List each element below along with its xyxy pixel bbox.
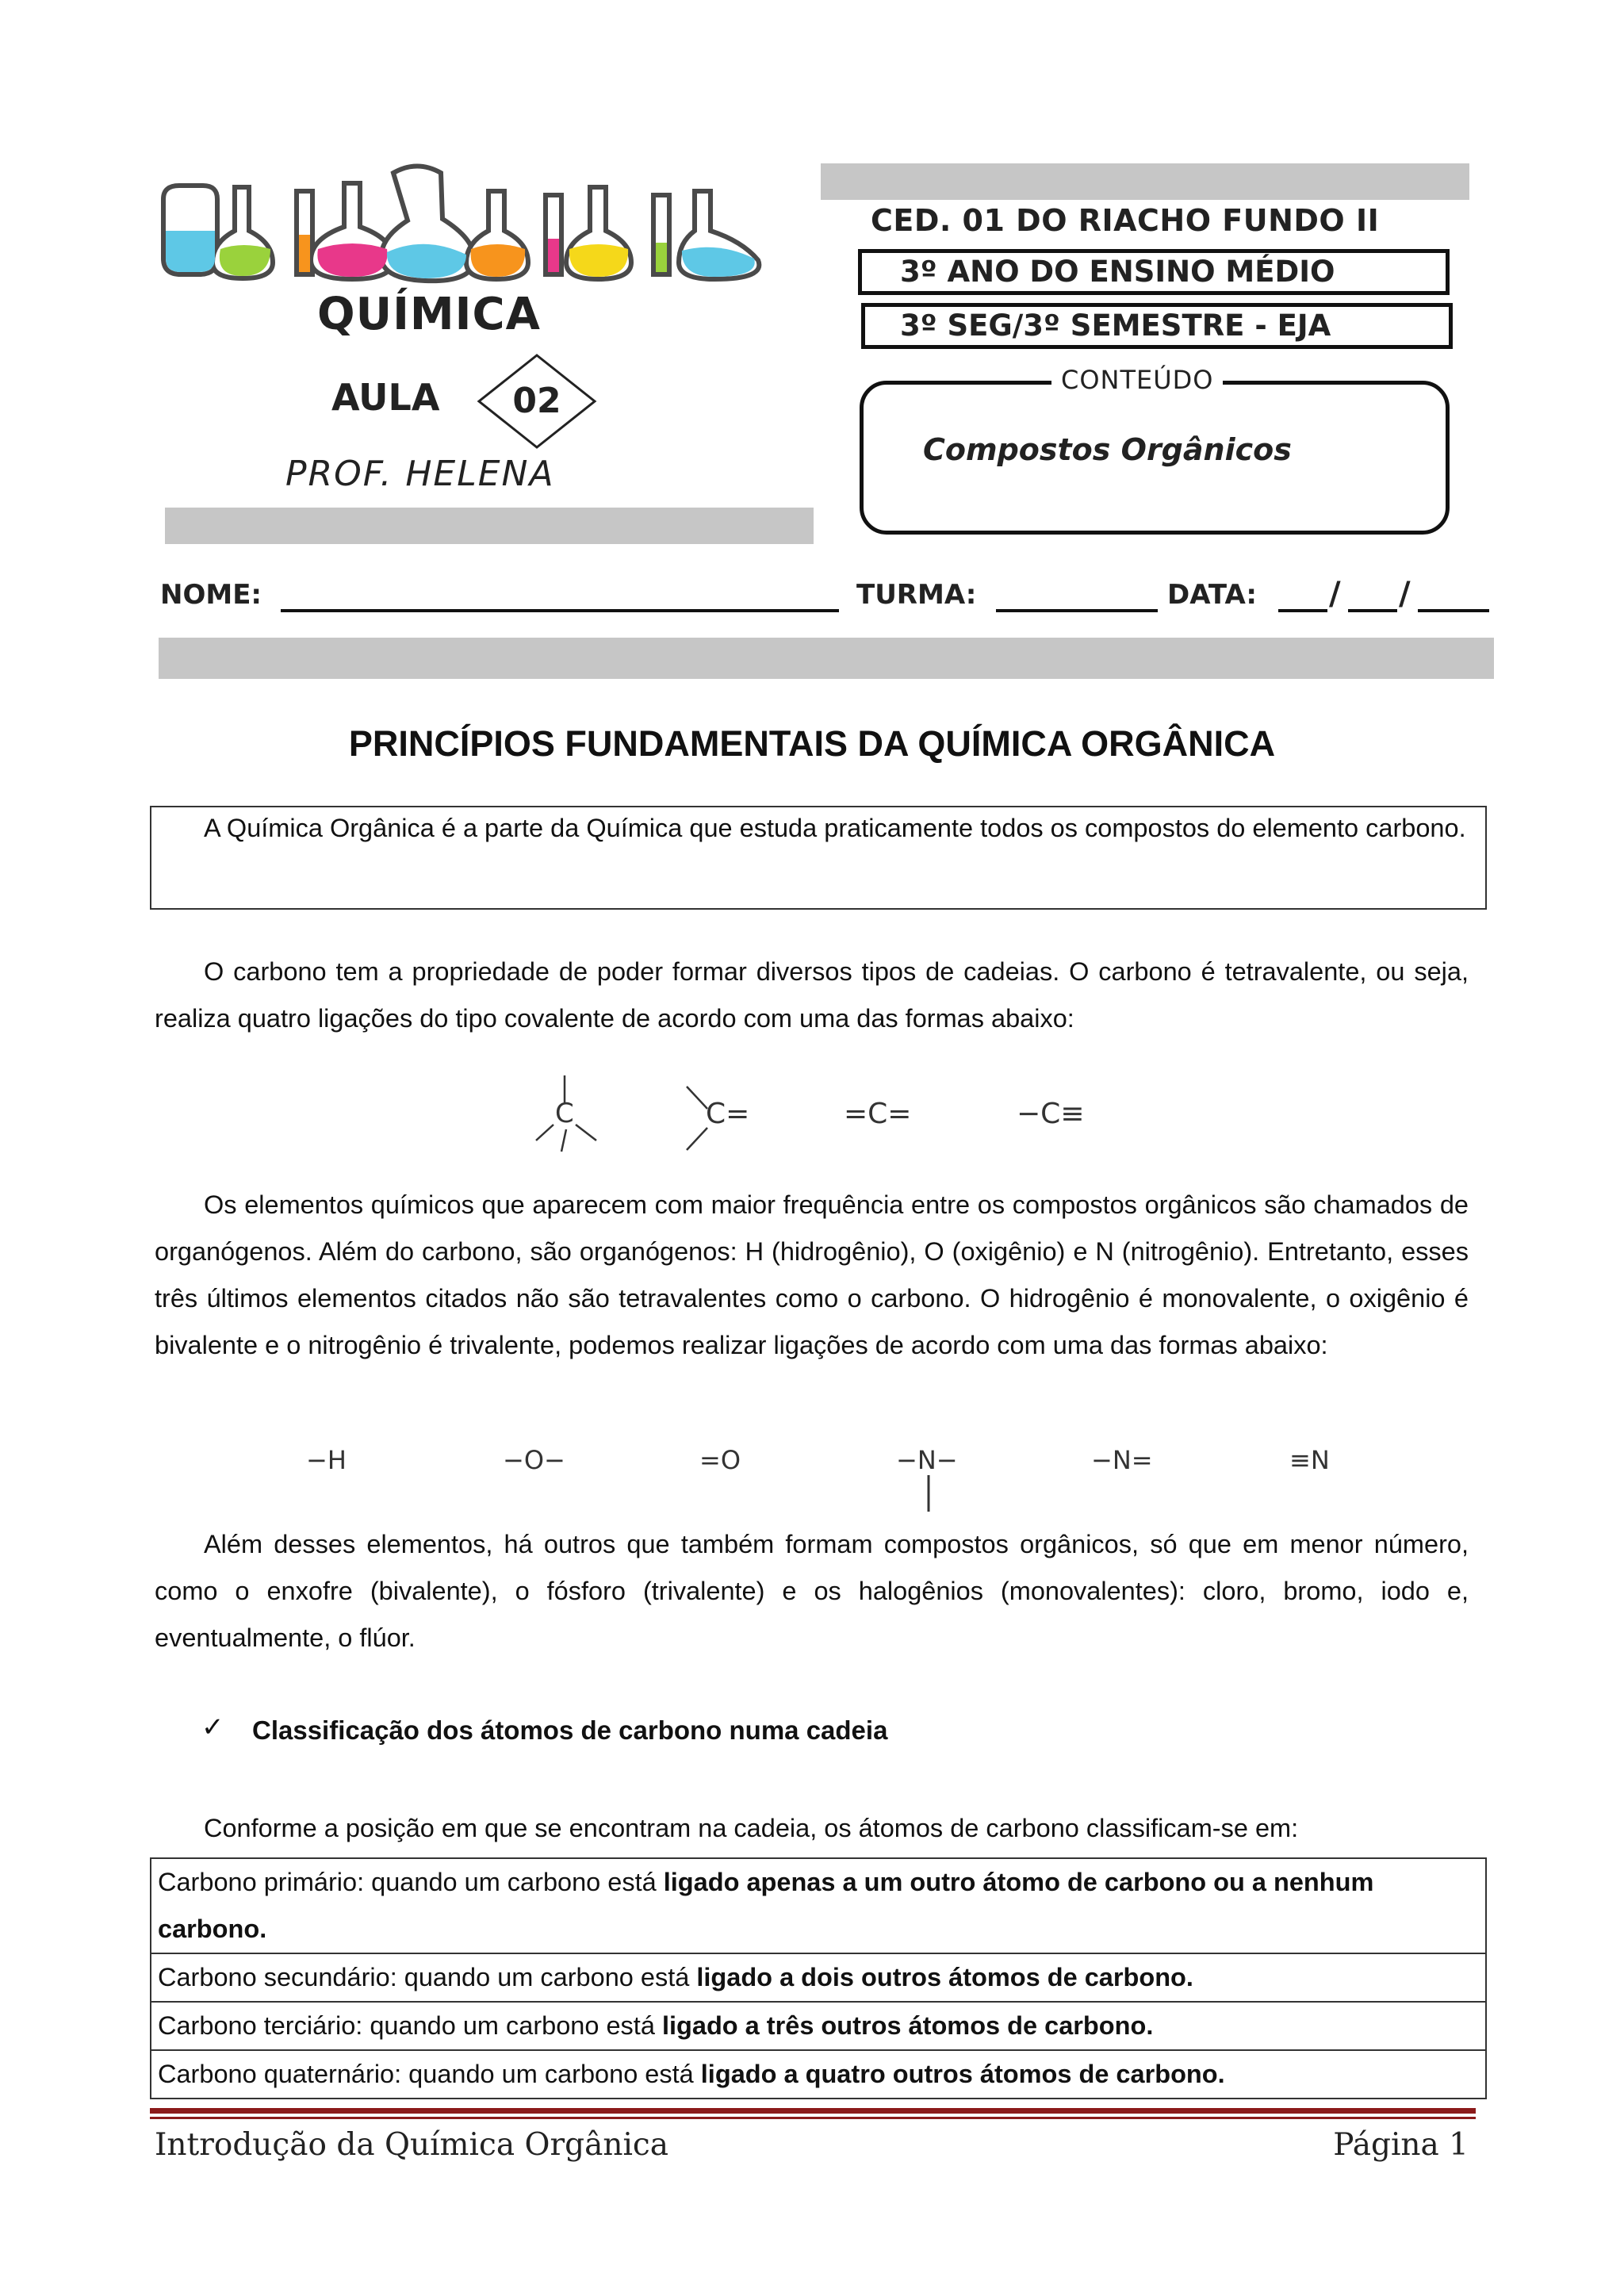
data-year-line[interactable] (1418, 609, 1489, 612)
bond-form-h: −H (306, 1445, 347, 1475)
lesson-number: 02 (512, 381, 561, 421)
table-row (151, 1858, 1486, 1953)
bond-form-n-triple-single: −N− (896, 1445, 958, 1475)
content-label: CONTEÚDO (1051, 365, 1223, 395)
class-normal-text: Carbono quaternário: quando um carbono está (158, 2060, 701, 2088)
class-bold-text: ligado a quatro outros átomos de carbono. (700, 2060, 1225, 2088)
table-row (151, 1953, 1486, 2002)
data-slash-2: / (1399, 576, 1411, 612)
nome-line[interactable] (281, 609, 839, 612)
lesson-label: AULA (331, 376, 440, 419)
paragraph-other-elements (155, 1521, 1469, 1662)
paragraph-organogenos-text: Os elementos químicos que aparecem com maior frequência entre os compostos orgânicos são chamados de organógenos. Além do carbono, são organógenos: H (hidrogênio), O (oxigênio) e N (nitrogênio). Entretanto, esses três últimos elementos citados não são tetravalentes como o carbono. O hidrogênio é monovalente, o oxigênio é bivalente e o nitrogênio é trivalente, podemos realizar ligações de acordo com uma das formas abaixo: (155, 1190, 1469, 1359)
carbon-form-3: =C= (844, 1098, 912, 1130)
bond-form-o-single: −O− (503, 1445, 565, 1475)
table-cell (151, 1953, 1486, 2002)
nitrogen-down-bond-icon (925, 1475, 933, 1513)
data-month-line[interactable] (1348, 609, 1397, 612)
carbon-form-2: C= (706, 1098, 750, 1130)
data-day-line[interactable] (1278, 609, 1327, 612)
page-number: Página 1 (1333, 2127, 1469, 2163)
class-normal-text: Carbono secundário: quando um carbono está (158, 1963, 697, 1991)
school-name: CED. 01 DO RIACHO FUNDO II (871, 203, 1380, 238)
turma-line[interactable] (996, 609, 1158, 612)
bond-form-o-double: =O (699, 1445, 741, 1475)
footer-rule-thin (150, 2117, 1476, 2119)
paragraph-organogenos (155, 1182, 1469, 1369)
carbon-form-4: −C≡ (1017, 1098, 1085, 1130)
content-subject: Compostos Orgânicos (923, 432, 1292, 467)
class-normal-text: Carbono terciário: quando um carbono está (158, 2011, 662, 2040)
table-cell (151, 1858, 1486, 1953)
paragraph-carbon (155, 949, 1469, 1042)
class-bold-text: ligado a dois outros átomos de carbono. (696, 1963, 1193, 1991)
page-title: PRINCÍPIOS FUNDAMENTAIS DA QUÍMICA ORGÂNICA (348, 723, 1276, 764)
data-label: DATA: (1167, 579, 1257, 611)
header-top-right-bar (821, 163, 1469, 200)
paragraph-other-elements-text: Além desses elementos, há outros que também formam compostos orgânicos, só que em menor número, como o enxofre (bivalente), o fósforo (trivalente) e os halogênios (monovalentes): cloro, bromo, iodo e, eventualmente, o flúor. (155, 1530, 1469, 1652)
professor-name: PROF. HELENA (285, 454, 555, 494)
bond-form-n-double: −N= (1091, 1445, 1153, 1475)
class-bold-text: ligado a três outros átomos de carbono. (661, 2011, 1154, 2040)
footer-rule (150, 2108, 1476, 2114)
nome-label: NOME: (160, 579, 262, 611)
class-bold-text: ligado apenas a um outro átomo de carbono ou a nenhum carbono. (158, 1868, 1374, 1943)
class-normal-text: Carbono primário: quando um carbono está (158, 1868, 664, 1896)
header-bottom-bar (159, 638, 1494, 679)
footer-title: Introdução da Química Orgânica (155, 2127, 669, 2163)
checkmark-icon: ✓ (201, 1712, 224, 1742)
carbon-form-1: C (555, 1098, 574, 1129)
table-cell (151, 2002, 1486, 2050)
intro-paragraph (155, 804, 1469, 852)
classification-table (150, 1857, 1487, 2099)
table-cell (151, 2050, 1486, 2099)
segment-box: 3º SEG/3º SEMESTRE - EJA (861, 303, 1453, 349)
subject-title: QUÍMICA (317, 289, 541, 340)
table-row (151, 2002, 1486, 2050)
flasks-logo-icon (155, 155, 782, 290)
paragraph-classification-intro-text: Conforme a posição em que se encontram na cadeia, os átomos de carbono classificam-se em: (204, 1814, 1299, 1842)
header-left-bar (165, 508, 814, 544)
section-heading: Classificação dos átomos de carbono numa cadeia (252, 1715, 888, 1745)
data-slash-1: / (1329, 576, 1341, 612)
grade-box: 3º ANO DO ENSINO MÉDIO (858, 249, 1450, 295)
table-row (151, 2050, 1486, 2099)
turma-label: TURMA: (856, 579, 977, 611)
paragraph-classification-intro (155, 1805, 1469, 1852)
intro-text: A Química Orgânica é a parte da Química que estuda praticamente todos os compostos do elemento carbono. (204, 814, 1466, 842)
bond-form-n-triple: ≡N (1289, 1445, 1330, 1475)
paragraph-carbon-text: O carbono tem a propriedade de poder formar diversos tipos de cadeias. O carbono é tetravalente, ou seja, realiza quatro ligações do tipo covalente de acordo com uma das formas abaixo: (155, 957, 1469, 1033)
